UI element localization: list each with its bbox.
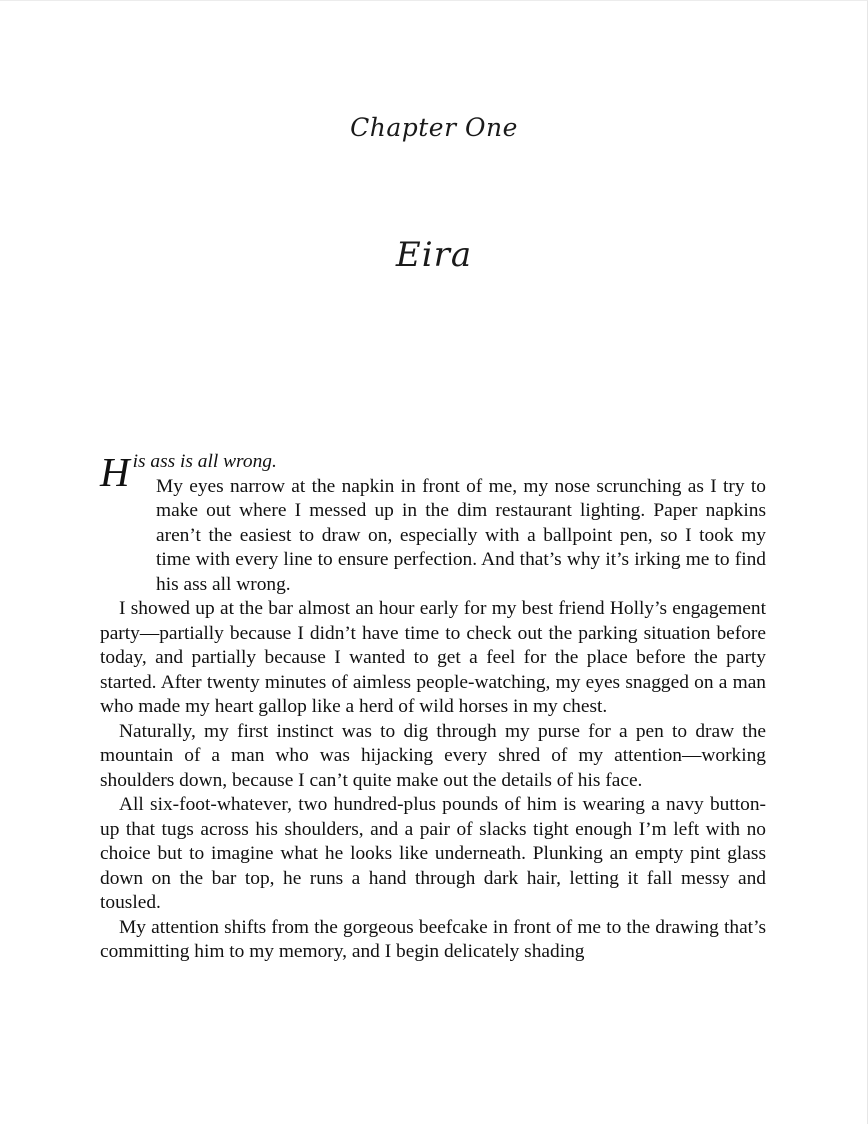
chapter-body xyxy=(100,450,766,965)
drop-cap: H xyxy=(100,449,130,495)
paragraph-5: My attention shifts from the gorgeous beefcake in front of me to the drawing that’s committing him to my memory, and I begin delicately shading xyxy=(100,916,766,962)
chapter-label: Chapter One xyxy=(350,113,518,142)
paragraph-1-text: My eyes narrow at the napkin in front of me, my nose scrunching as I try to make out where I messed up in the dim restaurant lighting. Paper napkins aren’t the easiest to draw on, especially with a ballpoint pen, so I took my time with every line to ensure perfection. And that’s why it’s irking me to find his ass all wrong. xyxy=(156,475,766,595)
opening-line-block xyxy=(100,449,766,495)
paragraph-4: All six-foot-whatever, two hundred-plus pounds of him is wearing a navy button-up that tugs across his shoulders, and a pair of slacks tight enough I’m left with no choice but to imagine what he looks like underneath. Plunking an empty pint glass down on the bar top, he runs a hand through dark hair, letting it fall messy and tousled. xyxy=(100,794,766,913)
chapter-title: Eira xyxy=(395,235,473,275)
paragraph-3: Naturally, my first instinct was to dig through my purse for a pen to draw the mountain of a man who was hijacking every shred of my attention—working shoulders down, because I can’t quite make out the details of his face. xyxy=(100,720,766,791)
paragraph-1 xyxy=(100,475,766,598)
opening-line: is ass is all wrong. xyxy=(132,451,277,472)
paragraph-2: I showed up at the bar almost an hour early for my best friend Holly’s engagement party—partially because I didn’t have time to check out the parking situation before today, and partially because I wanted to get a feel for the place before the party started. After twenty minutes of aimless people-watching, my eyes snagged on a man who made my heart gallop like a herd of wild horses in my chest. xyxy=(100,598,766,717)
